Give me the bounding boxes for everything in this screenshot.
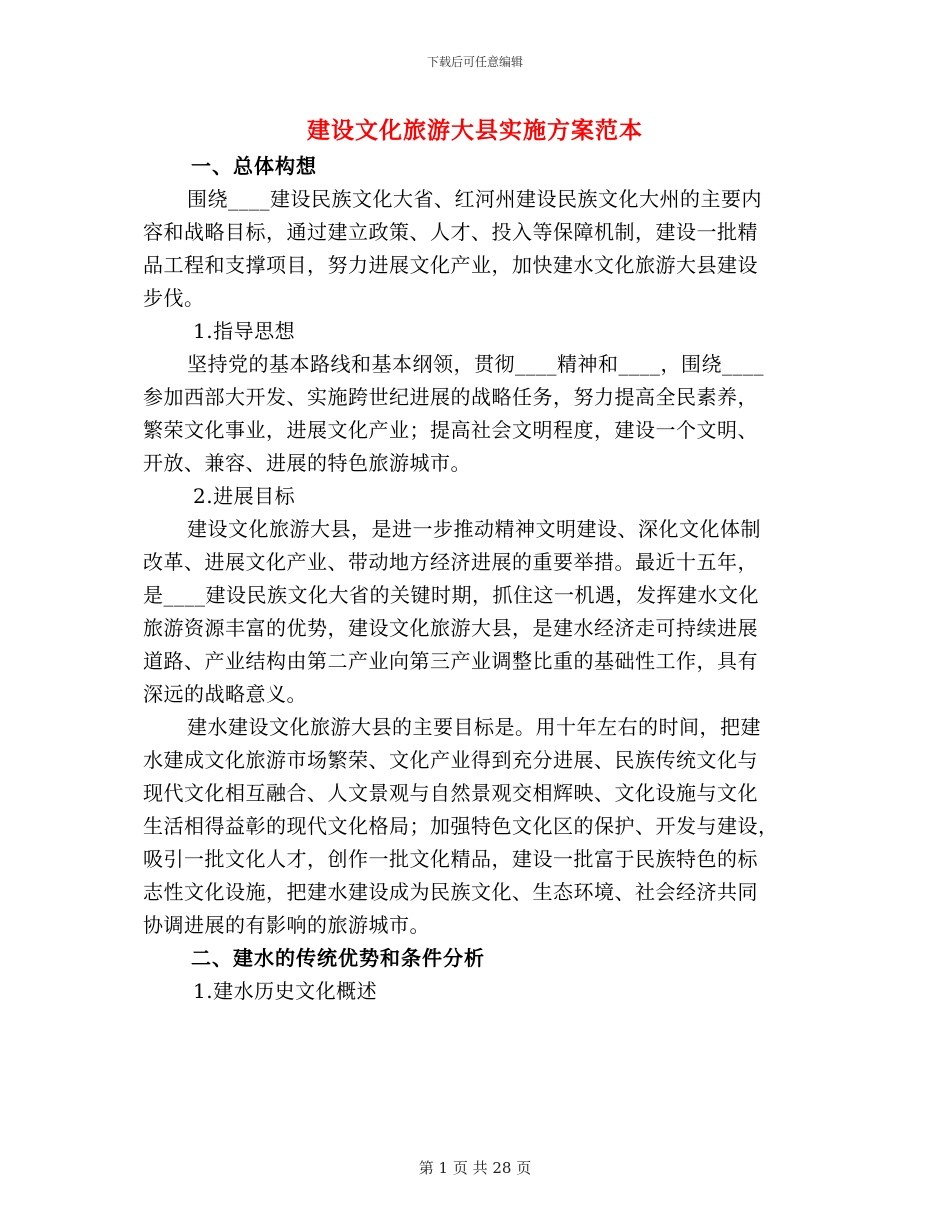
paragraph-line: 开放、兼容、进展的特色旅游城市。 bbox=[143, 451, 471, 475]
paragraph-line: 容和战略目标，通过建立政策、人才、投入等保障机制，建设一批精 bbox=[143, 220, 758, 244]
paragraph-line: 改革、进展文化产业、带动地方经济进展的重要举措。最近十五年， bbox=[143, 550, 758, 574]
subsection-heading-2: 2.进展目标 bbox=[193, 484, 296, 508]
header-note: 下载后可任意编辑 bbox=[426, 55, 523, 69]
paragraph-line: 志性文化设施，把建水建设成为民族文化、生态环境、社会经济共同 bbox=[143, 880, 758, 904]
paragraph-line: 现代文化相互融合、人文景观与自然景观交相辉映、文化设施与文化 bbox=[143, 781, 758, 805]
paragraph-line: 建水建设文化旅游大县的主要目标是。用十年左右的时间，把建 bbox=[187, 715, 761, 739]
paragraph-line: 坚持党的基本路线和基本纲领，贯彻____精神和____，围绕____ bbox=[187, 352, 764, 376]
paragraph-line: 建设文化旅游大县，是进一步推动精神文明建设、深化文化体制 bbox=[187, 517, 761, 541]
paragraph-line: 水建成文化旅游市场繁荣、文化产业得到充分进展、民族传统文化与 bbox=[143, 748, 758, 772]
page-footer: 第 1 页 共 28 页 bbox=[418, 1159, 532, 1177]
section-heading-1: 一、总体构想 bbox=[191, 154, 317, 178]
subsection-heading-1: 1.指导思想 bbox=[193, 319, 296, 343]
subsection-heading-3: 1.建水历史文化概述 bbox=[193, 979, 378, 1003]
paragraph-line: 繁荣文化事业，进展文化产业；提高社会文明程度，建设一个文明、 bbox=[143, 418, 758, 442]
paragraph-line: 参加西部大开发、实施跨世纪进展的战略任务，努力提高全民素养， bbox=[143, 385, 758, 409]
paragraph-line: 围绕____建设民族文化大省、红河州建设民族文化大州的主要内 bbox=[187, 187, 762, 211]
paragraph-line: 深远的战略意义。 bbox=[143, 682, 307, 706]
paragraph-line: 是____建设民族文化大省的关键时期，抓住这一机遇，发挥建水文化 bbox=[143, 583, 759, 607]
paragraph-line: 品工程和支撑项目，努力进展文化产业，加快建水文化旅游大县建设 bbox=[143, 253, 758, 277]
document-body bbox=[143, 150, 798, 1008]
section-heading-2: 二、建水的传统优势和条件分析 bbox=[191, 946, 485, 970]
paragraph-line: 旅游资源丰富的优势，建设文化旅游大县，是建水经济走可持续进展 bbox=[143, 616, 758, 640]
paragraph-line: 协调进展的有影响的旅游城市。 bbox=[143, 913, 430, 937]
paragraph-line: 生活相得益彰的现代文化格局；加强特色文化区的保护、开发与建设， bbox=[143, 814, 779, 838]
paragraph-line: 吸引一批文化人才，创作一批文化精品，建设一批富于民族特色的标 bbox=[143, 847, 758, 871]
paragraph-line: 道路、产业结构由第二产业向第三产业调整比重的基础性工作，具有 bbox=[143, 649, 758, 673]
document-title: 建设文化旅游大县实施方案范本 bbox=[307, 117, 643, 144]
paragraph-line: 步伐。 bbox=[143, 286, 205, 310]
